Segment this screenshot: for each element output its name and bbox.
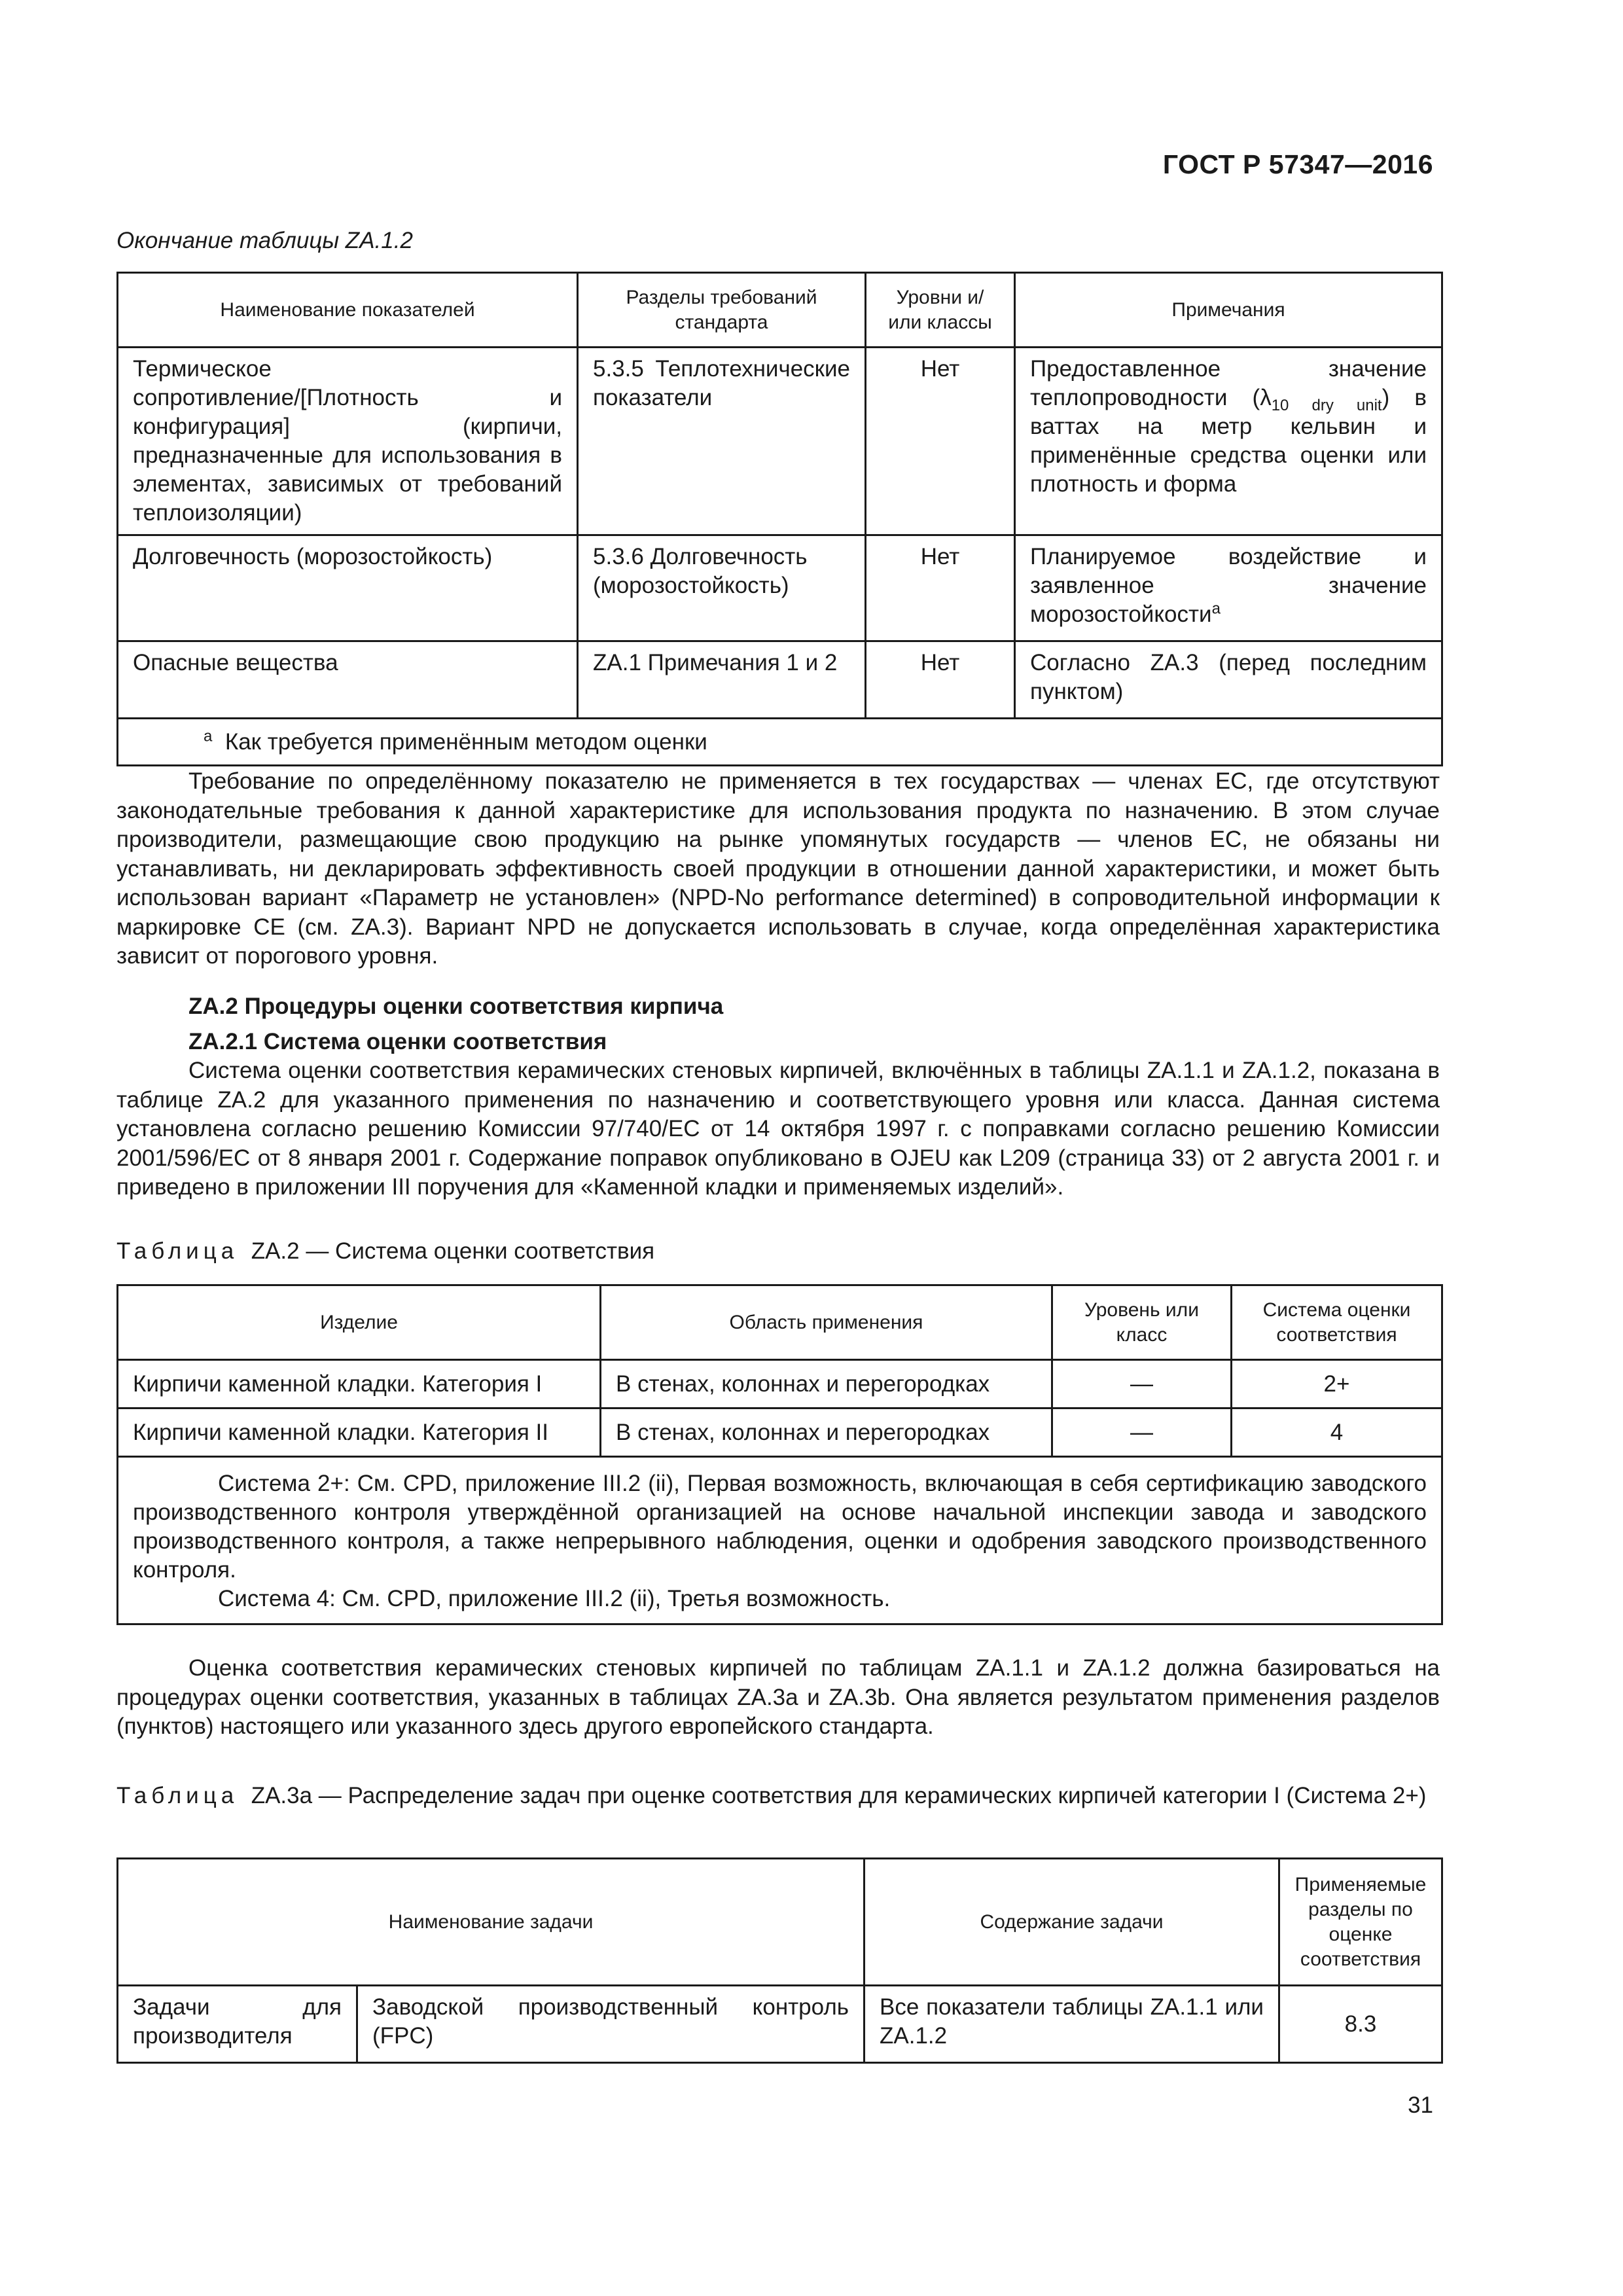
table-row [118,348,1442,535]
table-label: Таблица [116,1783,239,1808]
table1-caption: Окончание таблицы ZA.1.2 [116,228,413,253]
note-text: ) в ваттах на метр кельвин и применённые средства оценки или плотность и форма [1030,385,1427,497]
table1-header-section: Разделы требований стандарта [578,273,866,348]
note-text: Предоставленное значение теплопроводности (λ [1030,356,1427,410]
table-za-3a [116,1857,1443,2064]
table-za-1-2 [116,272,1443,766]
table2-cell-area: В стенах, колоннах и перегородках [601,1408,1052,1457]
table2-notes [118,1457,1442,1624]
paragraph-npd: Требование по определённому показателю не применяется в тех государствах — членах ЕС, где отсутствуют законодательные требования к данной характеристике для использования продукта по назначению. В этом случае производители, размещающие свою продукцию на рынке упомянутых государств — членов ЕС, не обязаны ни устанавливать, ни декларировать эффективность своей продукции в отношении данной характеристики, и может быть использован вариант «Параметр не установлен» (NPD-No performance determined) в сопроводительной информации к маркировке CE (см. ZA.3). Вариант NPD не допускается использовать в случае, когда определённая характеристика зависит от порогового уровня. [116,768,1440,969]
table-row [118,1408,1442,1457]
table1-cell-level: Нет [866,348,1015,535]
table2-cell-product: Кирпичи каменной кладки. Категория I [118,1360,601,1408]
table1-cell-section: ZA.1 Примечания 1 и 2 [578,641,866,719]
table2-header-area: Область применения [601,1285,1052,1360]
table1-cell-note [1015,348,1442,535]
table3-cell-sections: 8.3 [1279,1986,1442,2063]
table2-cell-level: — [1052,1360,1232,1408]
table2-cell-level: — [1052,1408,1232,1457]
table-caption-text: ZA.3a — Распределение задач при оценке соответствия для керамических кирпичей категории I (Система 2+) [251,1783,1427,1808]
table1-cell-name: Опасные вещества [118,641,578,719]
table3-header-sections: Применяемые разделы по оценке соответствия [1279,1859,1442,1986]
paragraph-system: Система оценки соответствия керамических стеновых кирпичей, включённых в таблицы ZA.1.1 и ZA.1.2, показана в таблице ZA.2 для указанного применения по назначению и соответствующего уровня или класса. Данная система установлена согласно решению Комиссии 97/740/ЕС от 14 октября 1997 г. с поправками согласно решению Комиссии 2001/596/ЕС от 8 января 2001 г. Содержание поправок опубликовано в OJEU как L209 (страница 33) от 2 августа 2001 г. и приведено в приложении III поручения для «Каменной кладки и применяемых изделий». [116,1058,1440,1200]
table3-caption [116,1782,1441,1810]
table1-cell-name: Термическое сопротивление/[Плотность и конфигурация] (кирпичи, предназначенные для использования в элементах, зависимых от требований теплоизоляции) [118,348,578,535]
footnote-text: Как требуется применённым методом оценки [224,728,707,755]
table1-cell-section: 5.3.5 Теплотехнические показатели [578,348,866,535]
table1-cell-level: Нет [866,535,1015,641]
table-row [118,1986,1442,2063]
table2-cell-area: В стенах, колоннах и перегородках [601,1360,1052,1408]
table3-header-content: Содержание задачи [865,1859,1279,1986]
note-system-2plus: Система 2+: См. CPD, приложение III.2 (ii), Первая возможность, включающая в себя сертификацию заводского производственного контроля утверждённой организацией на основе начальной инспекции завода и заводского производственного контроля, а также непрерывного наблюдения, оценки и одобрения заводского производственного контроля. [133,1471,1427,1583]
document-id: ГОСТ Р 57347—2016 [1162,149,1433,179]
page-number: 31 [1408,2092,1433,2118]
note-system-4: Система 4: См. CPD, приложение III.2 (ii), Третья возможность. [218,1586,891,1611]
table2-header-system: Система оценки соответствия [1232,1285,1442,1360]
table1-header-level: Уровни и/или классы [866,273,1015,348]
heading-za2: ZA.2 Процедуры оценки соответствия кирпича [188,994,724,1019]
table3-cell-task-group: Задачи для производителя [118,1986,357,2063]
table3-cell-task: Заводской производственный контроль (FPC) [357,1986,865,2063]
table1-cell-note [1015,535,1442,641]
table1-cell-note: Согласно ZA.3 (перед последним пунктом) [1015,641,1442,719]
table2-header-level: Уровень или класс [1052,1285,1232,1360]
table-caption-text: ZA.2 — Система оценки соответствия [251,1238,655,1264]
table1-cell-level: Нет [866,641,1015,719]
paragraph-assessment: Оценка соответствия керамических стеновых кирпичей по таблицам ZA.1.1 и ZA.1.2 должна базироваться на процедурах оценки соответствия, указанных в таблицах ZA.3a и ZA.3b. Она является результатом применения разделов (пунктов) настоящего или указанного здесь другого европейского стандарта. [116,1655,1440,1739]
table1-header-name: Наименование показателей [118,273,578,348]
table2-cell-product: Кирпичи каменной кладки. Категория II [118,1408,601,1457]
footnote-ref: a [1211,600,1221,618]
footnote-mark: a [204,726,213,745]
heading-za21: ZA.2.1 Система оценки соответствия [188,1029,607,1054]
table2-cell-system: 4 [1232,1408,1442,1457]
table3-header-task: Наименование задачи [118,1859,865,1986]
table3-cell-content: Все показатели таблицы ZA.1.1 или ZA.1.2 [865,1986,1279,2063]
table1-cell-name: Долговечность (морозостойкость) [118,535,578,641]
table1-header-notes: Примечания [1015,273,1442,348]
note-text: Планируемое воздействие и заявленное значение морозостойкости [1030,544,1427,627]
table-label: Таблица [116,1238,239,1264]
table-row [118,535,1442,641]
table-za-2 [116,1284,1443,1625]
lambda-subscript: 10 dry unit [1271,397,1382,414]
table-row [118,1360,1442,1408]
table2-cell-system: 2+ [1232,1360,1442,1408]
table1-cell-section: 5.3.6 Долговечность (морозостойкость) [578,535,866,641]
table2-header-product: Изделие [118,1285,601,1360]
table2-caption [116,1238,654,1265]
table1-footnote [118,719,1442,766]
table-row [118,641,1442,719]
